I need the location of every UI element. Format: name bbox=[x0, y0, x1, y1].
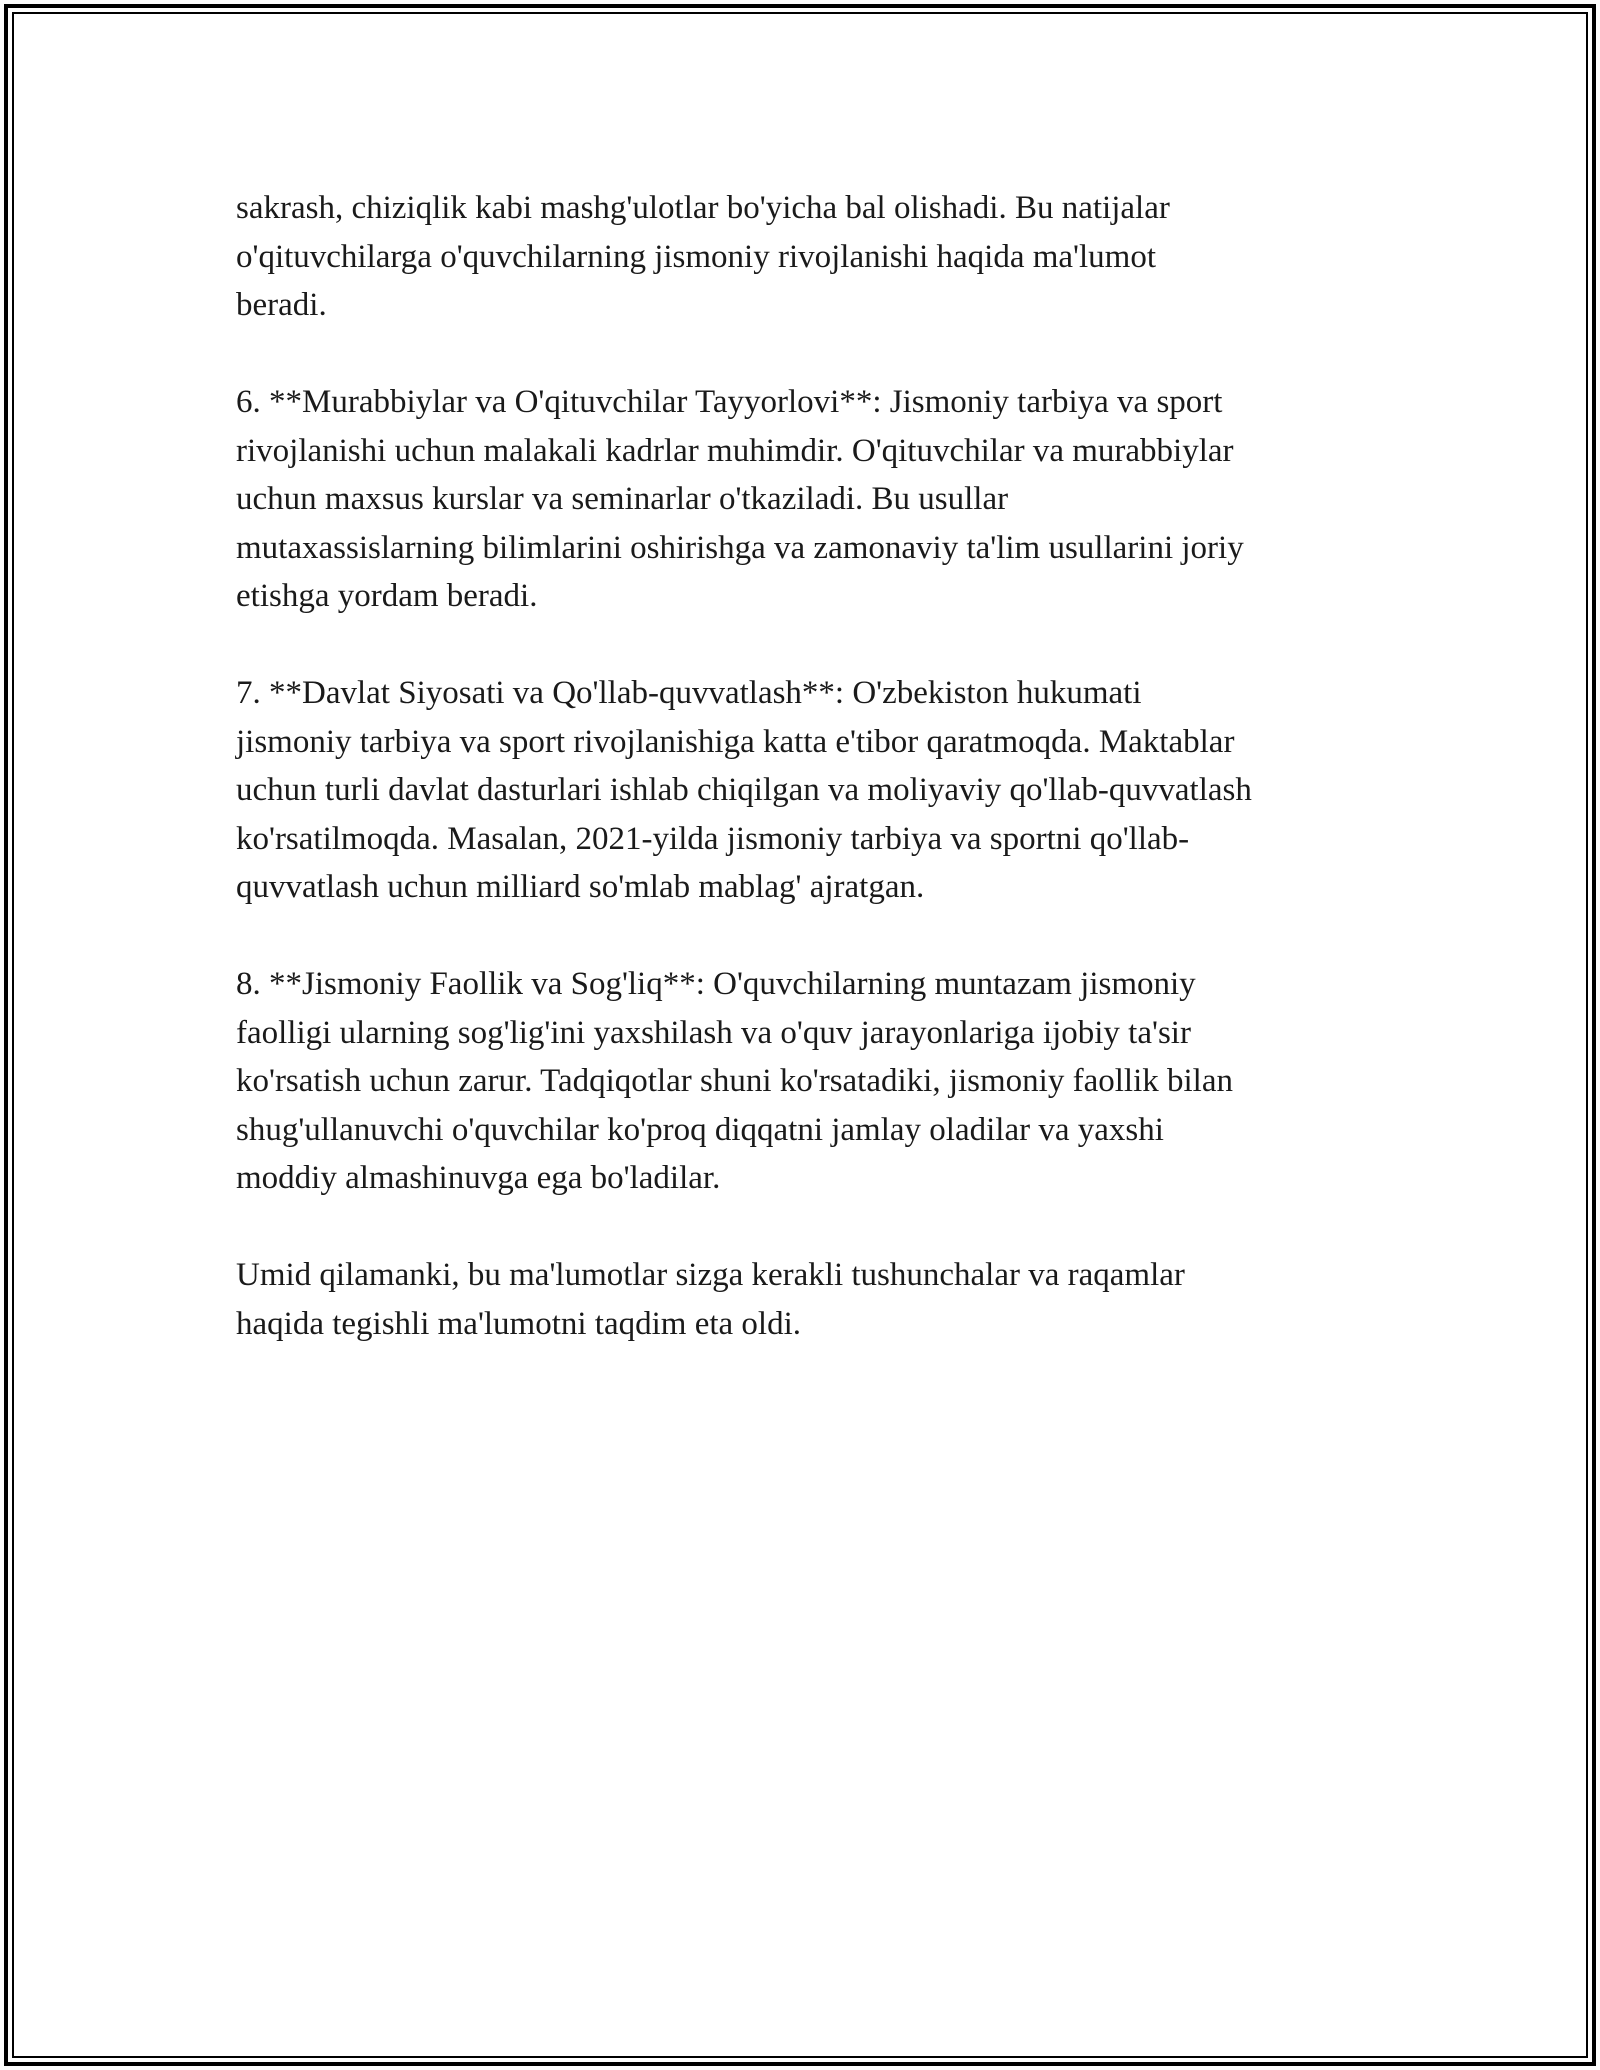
paragraph-item-6: 6. **Murabbiylar va O'qituvchilar Tayyorlovi**: Jismoniy tarbiya va sport rivojlanishi uchun malakali kadrlar muhimdir. O'qituvchilar va murabbiylar uchun maxsus kurslar va seminarlar o'tkaziladi. Bu usullar mutaxassislarning bilimlarini oshirishga va zamonaviy ta'lim usullarini joriy etishga yordam beradi. bbox=[236, 384, 1244, 614]
paragraph-continuation: sakrash, chiziqlik kabi mashg'ulotlar bo'yicha bal olishadi. Bu natijalar o'qituvchilarga o'quvchilarning jismoniy rivojlanishi haqida ma'lumot beradi. bbox=[236, 190, 1170, 323]
paragraph-closing: Umid qilamanki, bu ma'lumotlar sizga kerakli tushunchalar va raqamlar haqida tegishli ma'lumotni taqdim eta oldi. bbox=[236, 1257, 1185, 1342]
document-body bbox=[236, 184, 1396, 1397]
paragraph-item-7: 7. **Davlat Siyosati va Qo'llab-quvvatlash**: O'zbekiston hukumati jismoniy tarbiya va sport rivojlanishiga katta e'tibor qaratmoqda. Maktablar uchun turli davlat dasturlari ishlab chiqilgan va moliyaviy qo'llab-quvvatlash ko'rsatilmoqda. Masalan, 2021-yilda jismoniy tarbiya va sportni qo'llab- quvvatlash uchun milliard so'mlab mablag' ajratgan. bbox=[236, 675, 1252, 905]
paragraph-item-8: 8. **Jismoniy Faollik va Sog'liq**: O'quvchilarning muntazam jismoniy faolligi ularning sog'lig'ini yaxshilash va o'quv jarayonlariga ijobiy ta'sir ko'rsatish uchun zarur. Tadqiqotlar shuni ko'rsatadiki, jismoniy faollik bilan shug'ullanuvchi o'quvchilar ko'proq diqqatni jamlay oladilar va yaxshi moddiy almashinuvga ega bo'ladilar. bbox=[236, 966, 1233, 1196]
